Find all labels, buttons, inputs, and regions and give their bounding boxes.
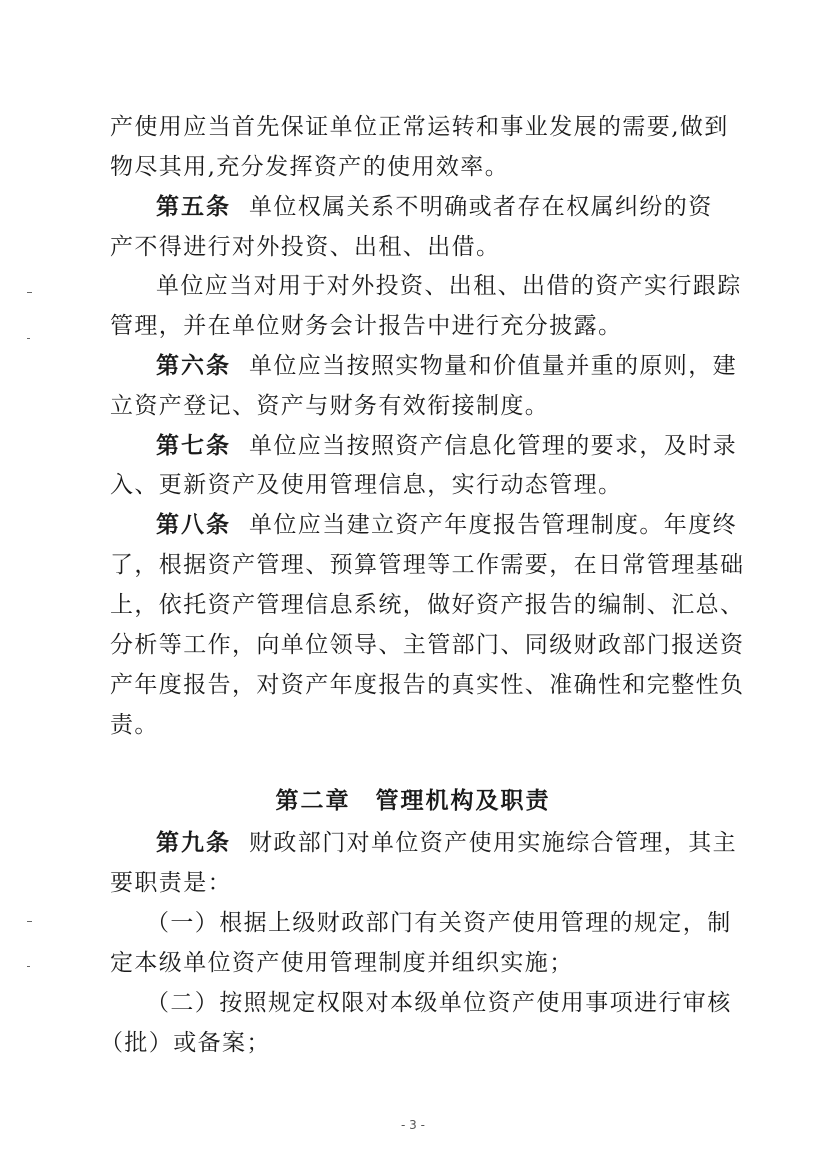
line-text: 单位应当对用于对外投资、出租、出借的资产实行跟踪 bbox=[156, 273, 742, 299]
article-6-line-1 bbox=[156, 351, 737, 381]
line-text: （一）根据上级财政部门有关资产使用管理的规定，制 bbox=[146, 910, 732, 936]
line-text: 责。 bbox=[110, 712, 159, 738]
line-text: 产使用应当首先保证单位正常运转和事业发展的需要,做到 bbox=[110, 114, 729, 140]
line-text: 入、更新资产及使用管理信息，实行动态管理。 bbox=[110, 472, 623, 498]
line-text: 单位权属关系不明确或者存在权属纠纷的资 bbox=[249, 194, 713, 220]
article-label: 第五条 bbox=[156, 194, 231, 220]
line-text: 单位应当按照资产信息化管理的要求，及时录 bbox=[249, 433, 737, 459]
article-label: 第七条 bbox=[156, 433, 231, 459]
line-text: 上，依托资产管理信息系统，做好资产报告的编制、汇总、 bbox=[110, 592, 745, 618]
line-text: 财政部门对单位资产使用实施综合管理，其主 bbox=[249, 830, 737, 856]
paragraph-line bbox=[110, 311, 622, 341]
line-text: 要职责是： bbox=[110, 870, 232, 896]
line-text: 立资产登记、资产与财务有效衔接制度。 bbox=[110, 393, 550, 419]
line-text: 分析等工作，向单位领导、主管部门、同级财政部门报送资 bbox=[110, 632, 745, 658]
page-number: - 3 - bbox=[401, 1118, 425, 1132]
line-text: 产年度报告，对资产年度报告的真实性、准确性和完整性负 bbox=[110, 672, 745, 698]
text-line-1 bbox=[110, 112, 729, 142]
item-1-line-1 bbox=[146, 908, 732, 938]
line-text: 单位应当建立资产年度报告管理制度。年度终 bbox=[249, 512, 737, 538]
text-line-2 bbox=[110, 152, 509, 182]
margin-mark bbox=[27, 921, 32, 922]
article-8-line-3 bbox=[110, 590, 744, 620]
line-text: 单位应当按照实物量和价值量并重的原则，建 bbox=[249, 353, 737, 379]
item-2-line-1 bbox=[146, 988, 732, 1018]
article-label: 第八条 bbox=[156, 512, 231, 538]
article-7-line-1 bbox=[156, 431, 737, 461]
article-5-line-1 bbox=[156, 192, 713, 222]
article-6-line-2 bbox=[110, 391, 549, 421]
article-8-line-4 bbox=[110, 630, 744, 660]
article-8-line-2 bbox=[110, 550, 744, 580]
line-text: 管理，并在单位财务会计报告中进行充分披露。 bbox=[110, 313, 623, 339]
margin-mark bbox=[27, 292, 32, 293]
margin-mark bbox=[27, 966, 30, 967]
line-text: 了，根据资产管理、预算管理等工作需要，在日常管理基础 bbox=[110, 552, 745, 578]
article-label: 第六条 bbox=[156, 353, 231, 379]
item-1-line-2 bbox=[110, 948, 574, 978]
article-9-line-1 bbox=[156, 828, 737, 858]
line-text: （二）按照规定权限对本级单位资产使用事项进行审核 bbox=[146, 990, 732, 1016]
paragraph-line bbox=[156, 271, 742, 301]
article-8-line-1 bbox=[156, 510, 737, 540]
article-9-line-2 bbox=[110, 868, 232, 898]
article-8-line-5 bbox=[110, 670, 744, 700]
article-7-line-2 bbox=[110, 470, 622, 500]
margin-mark bbox=[27, 338, 30, 339]
article-5-line-2 bbox=[110, 232, 500, 262]
article-label: 第九条 bbox=[156, 830, 231, 856]
item-2-line-2 bbox=[100, 1028, 271, 1058]
line-text: 产不得进行对外投资、出租、出借。 bbox=[110, 234, 501, 260]
line-text: 定本级单位资产使用管理制度并组织实施； bbox=[110, 950, 574, 976]
line-text: （批）或备案； bbox=[100, 1030, 271, 1056]
line-text: 物尽其用,充分发挥资产的使用效率。 bbox=[110, 154, 510, 180]
article-8-line-6 bbox=[110, 710, 159, 740]
chapter-heading: 第二章 管理机构及职责 bbox=[275, 788, 551, 814]
